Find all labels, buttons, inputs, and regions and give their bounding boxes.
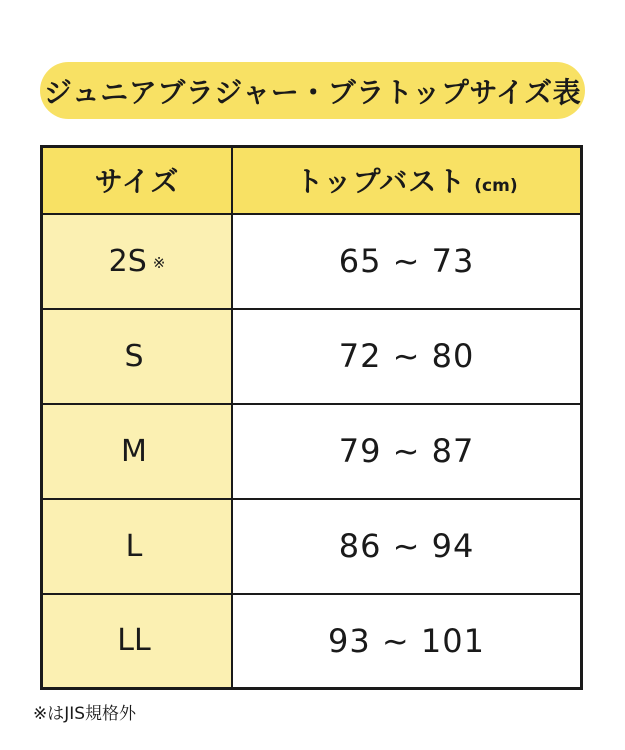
size-cell xyxy=(42,404,233,499)
footnote: ※はJIS規格外 xyxy=(33,704,137,724)
size-cell xyxy=(42,309,233,404)
table-row xyxy=(42,214,582,309)
size-cell xyxy=(42,214,233,309)
bust-header-label: トップバスト xyxy=(295,165,467,199)
bust-range-cell: 86 ~ 94 xyxy=(232,499,582,594)
bust-column-header xyxy=(232,147,582,214)
table-row xyxy=(42,499,582,594)
table-row xyxy=(42,404,582,499)
size-label: L xyxy=(125,528,143,564)
header-row xyxy=(42,147,582,214)
page-title: ジュニアブラジャー・ブラトップサイズ表 xyxy=(40,62,585,119)
size-column-header: サイズ xyxy=(42,147,233,214)
bust-range-cell: 65 ~ 73 xyxy=(232,214,582,309)
size-cell xyxy=(42,594,233,689)
size-table xyxy=(40,145,583,690)
bust-range-cell: 93 ~ 101 xyxy=(232,594,582,689)
size-cell xyxy=(42,499,233,594)
reference-mark: ※ xyxy=(152,253,166,272)
bust-range-cell: 72 ~ 80 xyxy=(232,309,582,404)
size-label: 2S xyxy=(108,243,147,279)
bust-unit-label: (cm) xyxy=(474,176,518,197)
table-row xyxy=(42,309,582,404)
size-label: M xyxy=(121,433,147,469)
size-label: LL xyxy=(117,623,151,659)
table-row xyxy=(42,594,582,689)
size-label: S xyxy=(124,338,144,374)
bust-range-cell: 79 ~ 87 xyxy=(232,404,582,499)
